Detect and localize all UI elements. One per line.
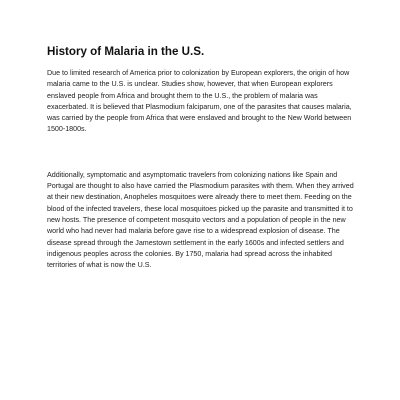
- paragraph-spread: Additionally, symptomatic and asymptomatic travelers from colonizing nations like Spain and Portugal are thought to also have carried the Plasmodium parasites with them. When they arrived at their new destination, Anopheles mosquitoes were already there to meet them. Feeding on the blood of the infected travelers, these local mosquitoes picked up the parasite and transmitted it to new hosts. The presence of competent mosquito vectors and a population of people in the new world who had never had malaria before gave rise to a widespread explosion of disease. The disease spread through the Jamestown settlement in the early 1600s and infected settlers and indigenous peoples across the colonies. By 1750, malaria had spread across the inhabited territories of what is now the U.S.: [47, 170, 354, 270]
- paragraph-origin: Due to limited research of America prior to colonization by European explorers, the origin of how malaria came to the U.S. is unclear. Studies show, however, that when European explorers enslaved people from Africa and brought them to the U.S., the problem of malaria was exacerbated. It is believed that Plasmodium falciparum, one of the parasites that causes malaria, was carried by the people from Africa that were enslaved and brought to the New World between 1500-1800s.: [47, 69, 352, 134]
- document-body: [47, 44, 357, 271]
- document-title: History of Malaria in the U.S.: [47, 45, 205, 58]
